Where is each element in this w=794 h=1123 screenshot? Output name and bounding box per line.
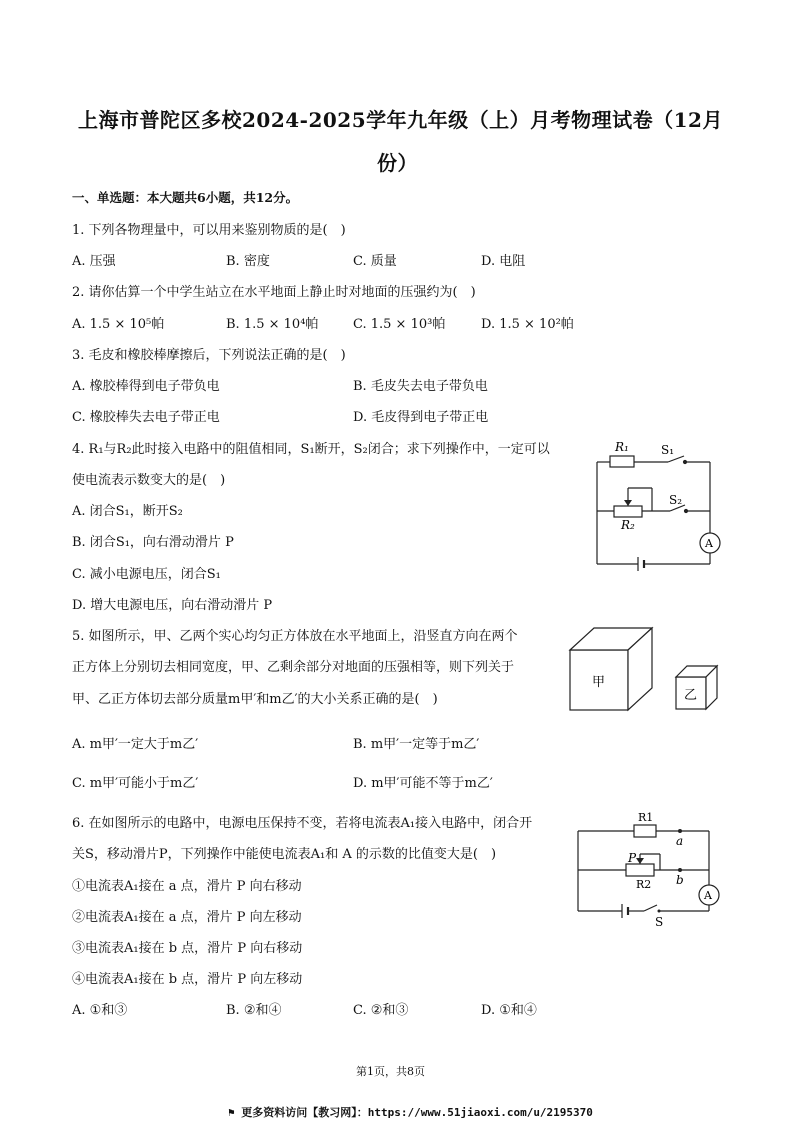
- q6-circuit-diagram: [572, 808, 724, 932]
- q4-option-a: A. 闭合S₁，断开S₂: [72, 504, 183, 519]
- q2-option-a: A. 1.5 × 10⁵帕: [72, 317, 165, 332]
- label-s: S: [655, 915, 664, 929]
- q4-circuit-diagram: [590, 432, 725, 574]
- resistor-r1: [634, 825, 656, 837]
- label-yi: 乙: [684, 688, 698, 703]
- q5-stem-line2: 正方体上分别切去相同宽度，甲、乙剩余部分对地面的压强相等，则下列关于: [72, 660, 515, 675]
- q5-cubes-diagram: [566, 622, 722, 714]
- q4-option-d: D. 增大电源电压，向右滑动滑片 P: [72, 598, 273, 613]
- label-p: P: [628, 851, 637, 865]
- switch-s: [658, 910, 661, 913]
- q5-option-d: D. m甲′可能不等于m乙′: [353, 776, 493, 791]
- q6-option-b: B. ②和④: [226, 1003, 282, 1018]
- q6-stem-line1: 6. 在如图所示的电路中，电源电压保持不变，若将电流表A₁接入电路中，闭合开: [72, 816, 533, 831]
- label-r1: R1: [638, 811, 654, 824]
- q2-option-d: D. 1.5 × 10²帕: [481, 317, 574, 332]
- page-title-line2: 份）: [377, 151, 418, 175]
- label-s1: S₁: [661, 443, 675, 457]
- promo-link-text[interactable]: 更多资料访问【教习网】：https://www.51jiaoxi.com/u/2195370: [241, 1106, 593, 1119]
- resistor-r1: [610, 456, 634, 467]
- slider-arrow-icon: [624, 500, 632, 506]
- q3-option-b: B. 毛皮失去电子带负电: [353, 379, 488, 394]
- page-number: 第1页，共8页: [356, 1065, 425, 1078]
- section-heading: 一、单选题：本大题共6小题，共12分。: [72, 190, 299, 205]
- promo-link[interactable]: [228, 1104, 593, 1120]
- label-b: b: [676, 873, 684, 887]
- q5-option-b: B. m甲′一定等于m乙′: [353, 737, 480, 752]
- q5-option-a: A. m甲′一定大于m乙′: [72, 737, 199, 752]
- ammeter-label: A: [704, 889, 712, 902]
- q5-stem-line3: 甲、乙正方体切去部分质量m甲′和m乙′的大小关系正确的是( ): [72, 692, 438, 707]
- q4-stem-line1: 4. R₁与R₂此时接入电路中的阻值相同，S₁断开，S₂闭合；求下列操作中，一定可以: [72, 442, 550, 457]
- q1-option-d: D. 电阻: [481, 254, 526, 269]
- flag-icon: ⚑: [228, 1106, 235, 1119]
- q6-item-4: ④电流表A₁接在 b 点，滑片 P 向左移动: [72, 972, 303, 987]
- point-a: [678, 829, 682, 833]
- label-s2: S₂: [669, 493, 683, 507]
- q6-item-2: ②电流表A₁接在 a 点，滑片 P 向左移动: [72, 910, 302, 925]
- q4-stem-line2: 使电流表示数变大的是( ): [72, 473, 226, 488]
- q3-option-d: D. 毛皮得到电子带正电: [353, 410, 489, 425]
- q2-option-c: C. 1.5 × 10³帕: [353, 317, 446, 332]
- point-b: [678, 868, 682, 872]
- q4-option-c: C. 减小电源电压，闭合S₁: [72, 567, 221, 582]
- slider-arrow-icon: [636, 858, 644, 864]
- q1-stem: 1. 下列各物理量中，可以用来鉴别物质的是( ): [72, 223, 346, 238]
- label-r1: R₁: [615, 440, 629, 454]
- label-a: a: [676, 834, 684, 848]
- label-r2: R₂: [621, 518, 635, 532]
- q6-option-c: C. ②和③: [353, 1003, 409, 1018]
- q6-stem-line2: 关S，移动滑片P，下列操作中能使电流表A₁和 A 的示数的比值变大是( ): [72, 847, 497, 862]
- q1-option-c: C. 质量: [353, 254, 397, 269]
- q3-option-c: C. 橡胶棒失去电子带正电: [72, 410, 220, 425]
- q6-item-1: ①电流表A₁接在 a 点，滑片 P 向右移动: [72, 879, 302, 894]
- label-r2: R2: [636, 878, 652, 891]
- rheostat-r2: [626, 864, 654, 876]
- q2-option-b: B. 1.5 × 10⁴帕: [226, 317, 319, 332]
- q1-option-a: A. 压强: [72, 254, 116, 269]
- q3-option-a: A. 橡胶棒得到电子带负电: [72, 379, 220, 394]
- label-jia: 甲: [592, 675, 606, 690]
- q5-option-c: C. m甲′可能小于m乙′: [72, 776, 199, 791]
- q6-option-d: D. ①和④: [481, 1003, 537, 1018]
- q6-item-3: ③电流表A₁接在 b 点，滑片 P 向右移动: [72, 941, 303, 956]
- ammeter-label: A: [705, 537, 713, 550]
- page-title: 上海市普陀区多校2024-2025学年九年级（上）月考物理试卷（12月: [78, 108, 723, 132]
- q6-option-a: A. ①和③: [72, 1003, 128, 1018]
- q1-option-b: B. 密度: [226, 254, 270, 269]
- q4-option-b: B. 闭合S₁，向右滑动滑片 P: [72, 535, 234, 550]
- rheostat-r2: [614, 506, 642, 517]
- q3-stem: 3. 毛皮和橡胶棒摩擦后，下列说法正确的是( ): [72, 348, 346, 363]
- q2-stem: 2. 请你估算一个中学生站立在水平地面上静止时对地面的压强约为( ): [72, 285, 476, 300]
- q5-stem-line1: 5. 如图所示，甲、乙两个实心均匀正方体放在水平地面上，沿竖直方向在两个: [72, 629, 518, 644]
